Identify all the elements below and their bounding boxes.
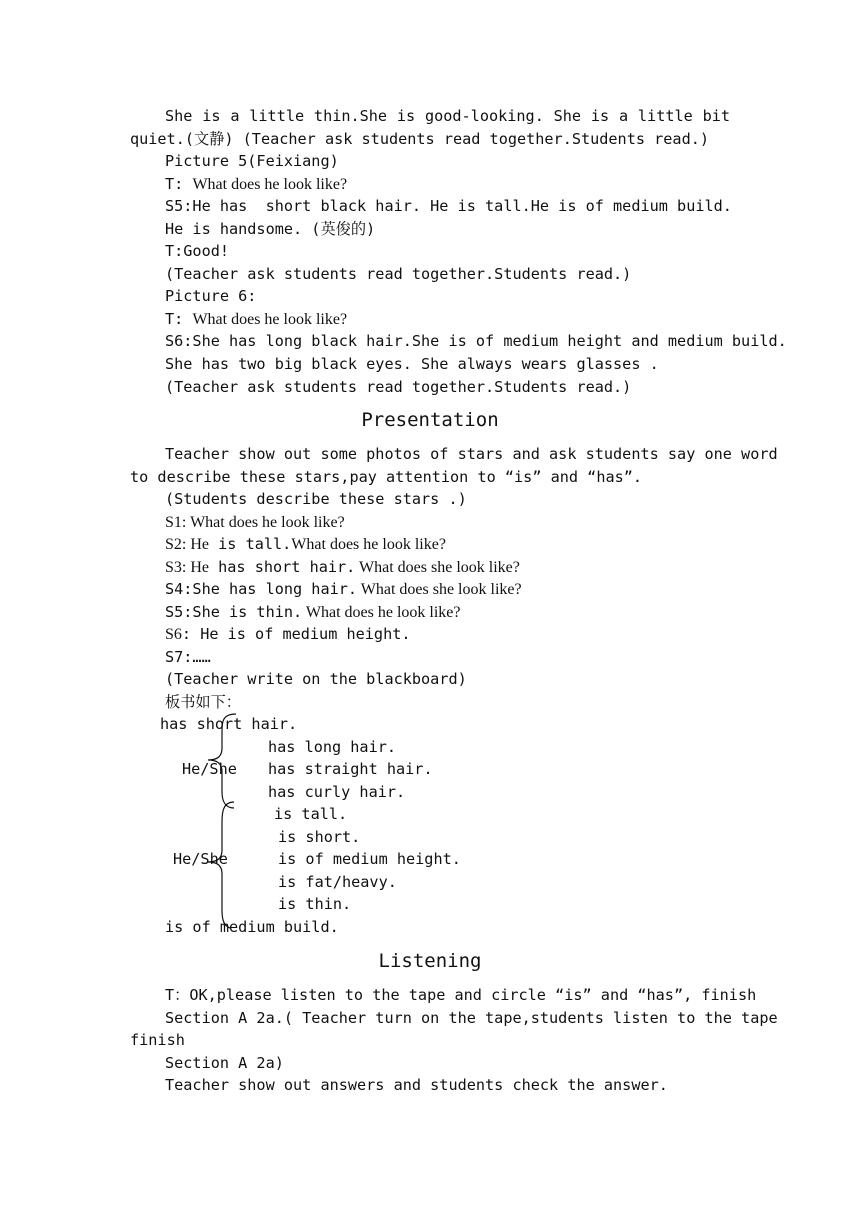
student-answer: He is handsome. (英俊的) (165, 220, 376, 238)
teacher-response: T:Good! (165, 242, 230, 260)
paragraph-line: finish (130, 1031, 185, 1049)
student-answer: She has two big black eyes. She always wears glasses . (165, 355, 659, 373)
student-line (165, 511, 345, 534)
student-line (165, 556, 520, 579)
question-text: What does he look like? (291, 536, 446, 553)
student-answer: S6:She has long black hair.She is of medium height and medium build. (165, 332, 787, 350)
student-answer: S5:He has short black hair. He is tall.He is of medium build. (165, 197, 732, 215)
speaker-prefix: S3: (165, 559, 191, 576)
speaker-prefix: S2: (165, 536, 191, 553)
paragraph-line: Section A 2a) (165, 1054, 284, 1072)
subject-word: He (190, 559, 209, 576)
board-line: is tall. (274, 805, 348, 823)
board-line: is of medium build. (165, 918, 339, 936)
read-note: (Teacher ask students read together.Students read.) (165, 378, 632, 396)
board-line: has curly hair. (268, 783, 406, 801)
section-heading: Presentation (361, 409, 499, 431)
blackboard-note: (Teacher write on the blackboard) (165, 670, 467, 688)
answer-text: is tall. (209, 535, 292, 553)
subject-word: He (190, 536, 209, 553)
picture-label: Picture 6: (165, 287, 257, 305)
teacher-question (165, 308, 347, 331)
speaker-prefix: S6 (165, 626, 182, 643)
question-text: What does he look like? (302, 604, 461, 621)
speaker-prefix: T: (165, 310, 193, 328)
board-subject: He/She (173, 850, 228, 868)
paragraph-line: to describe these stars,pay attention to “is” and “has”. (130, 468, 643, 486)
question-text: What does he look like? (190, 514, 345, 531)
question-text: What does she look like? (357, 581, 522, 598)
board-line: has straight hair. (268, 760, 433, 778)
paragraph-line: quiet.(文静) (Teacher ask students read together.Students read.) (130, 130, 709, 148)
paragraph-line: She is a little thin.She is good-looking. She is a little bit (165, 107, 730, 125)
board-subject: He/She (182, 760, 237, 778)
picture-label: Picture 5(Feixiang) (165, 152, 339, 170)
answer-text: has short hair. (209, 558, 356, 576)
question-text: What does he look like? (192, 311, 348, 328)
board-line: is short. (278, 828, 361, 846)
describe-note: (Students describe these stars .) (165, 490, 467, 508)
answer-text: S4:She has long hair. (165, 580, 358, 598)
student-line (165, 578, 522, 601)
question-text: What does she look like? (355, 559, 520, 576)
speaker-prefix: T: (165, 175, 193, 193)
student-line: S7:…… (165, 648, 211, 666)
student-line (165, 623, 411, 646)
student-line (165, 601, 460, 624)
board-line: is fat/heavy. (278, 873, 397, 891)
board-title: 板书如下： (165, 693, 241, 711)
paragraph-line: T：OK,please listen to the tape and circle “is” and “has”, finish (165, 986, 757, 1004)
student-line (165, 533, 446, 556)
board-line: has short hair. (160, 715, 298, 733)
paragraph-line: Section A 2a.( Teacher turn on the tape,students listen to the tape (165, 1009, 778, 1027)
answer-text: : He is of medium height. (181, 625, 411, 643)
read-note: (Teacher ask students read together.Students read.) (165, 265, 632, 283)
board-line: has long hair. (268, 738, 397, 756)
speaker-prefix: S1: (165, 514, 191, 531)
paragraph-line: Teacher show out answers and students check the answer. (165, 1076, 668, 1094)
answer-text: S5:She is thin. (165, 603, 303, 621)
question-text: What does he look like? (192, 176, 348, 193)
section-heading: Listening (378, 950, 482, 972)
paragraph-line: Teacher show out some photos of stars and ask students say one word (165, 445, 778, 463)
teacher-question (165, 173, 347, 196)
board-line: is thin. (278, 895, 352, 913)
curly-brace-icon (200, 712, 240, 812)
board-line: is of medium height. (278, 850, 461, 868)
curly-brace-icon (200, 800, 240, 930)
